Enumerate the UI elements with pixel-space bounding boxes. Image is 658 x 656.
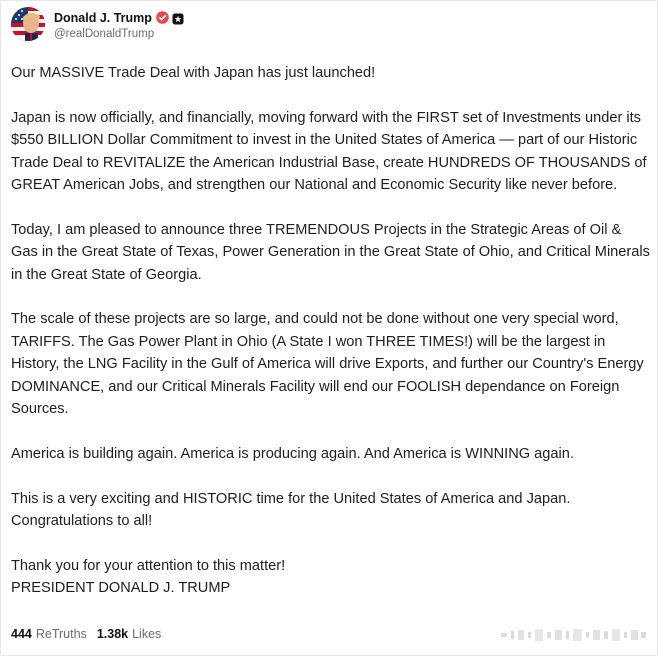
author-handle[interactable]: @realDonaldTrump bbox=[54, 27, 155, 40]
post-body bbox=[11, 62, 651, 600]
post-paragraph: America is building again. America is producing again. And America is WINNING again. bbox=[11, 445, 574, 462]
post-paragraph: This is a very exciting and HISTORIC time for the United States of America and Japan. Congratulations to all! bbox=[11, 490, 571, 530]
verified-check-icon bbox=[156, 11, 169, 24]
likes-count: 1.38k bbox=[96, 627, 129, 641]
engagement-stats bbox=[11, 627, 161, 641]
post-header bbox=[11, 7, 184, 41]
post-paragraph: Today, I am pleased to announce three TREMENDOUS Projects in the Strategic Areas of Oil & Gas in the Great State of Texas, Power Generation in the Great State of Ohio, and Critical Minerals in the Great State of Georgia. bbox=[11, 221, 650, 283]
avatar-image bbox=[11, 7, 45, 41]
likes-stat[interactable] bbox=[97, 627, 161, 641]
retruths-count: 444 bbox=[11, 627, 32, 641]
post-paragraph: The scale of these projects are so large, and could not be done without one very special word, TARIFFS. The Gas Power Plant in Ohio (A State I won THREE TIMES!) will be the largest in History, the LNG Facility in the Gulf of America will drive Exports, and further our Country's Energy DOMINANCE, and our Critical Minerals Facility will end our FOOLISH dependance on Foreign Sources. bbox=[11, 311, 644, 418]
post-paragraph: Japan is now officially, and financially, moving forward with the FIRST set of Investments under its $550 BILLION Dollar Commitment to invest in the United States of America — part of our Historic Trade Deal to REVITALIZE the American Industrial Base, create HUNDREDS OF THOUSANDS of GREAT American Jobs, and strengthen our National and Economic Security like never before. bbox=[11, 109, 647, 194]
affiliate-badge-icon bbox=[172, 12, 184, 24]
avatar[interactable] bbox=[11, 7, 45, 41]
retruths-label: ReTruths bbox=[35, 627, 87, 641]
author-display-name[interactable]: Donald J. Trump bbox=[54, 10, 152, 25]
likes-label: Likes bbox=[132, 627, 162, 641]
watermark-graphic bbox=[501, 628, 647, 642]
retruths-stat[interactable] bbox=[11, 627, 87, 641]
post-paragraph: Our MASSIVE Trade Deal with Japan has just launched! bbox=[11, 65, 376, 81]
post-paragraph: Thank you for your attention to this matter! PRESIDENT DONALD J. TRUMP bbox=[11, 557, 286, 597]
